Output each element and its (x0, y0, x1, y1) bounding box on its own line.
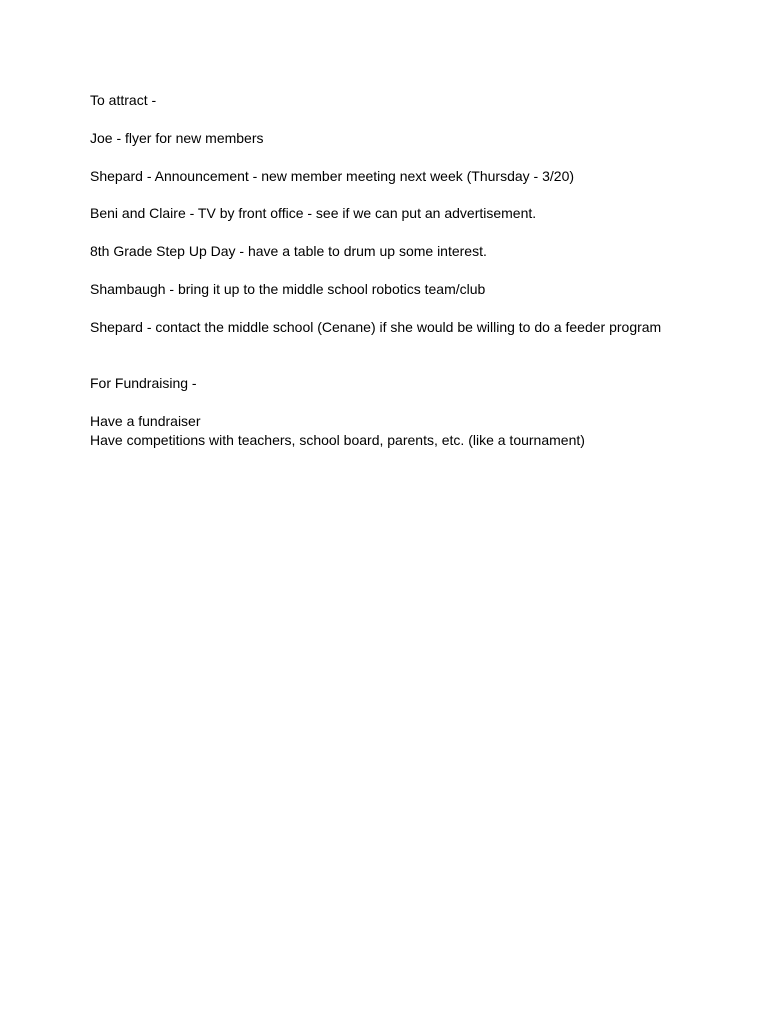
fundraising-item-fundraiser: Have a fundraiser (90, 413, 201, 429)
attract-item-shambaugh: Shambaugh - bring it up to the middle school robotics team/club (90, 281, 486, 297)
attract-heading: To attract - (90, 92, 157, 108)
attract-item-shepard-contact: Shepard - contact the middle school (Cenane) if she would be willing to do a feeder program (90, 319, 662, 335)
attract-item-shepard-announcement: Shepard - Announcement - new member meeting next week (Thursday - 3/20) (90, 168, 575, 184)
fundraising-item-competitions: Have competitions with teachers, school board, parents, etc. (like a tournament) (90, 432, 585, 448)
attract-item-step-up-day: 8th Grade Step Up Day - have a table to drum up some interest. (90, 243, 487, 259)
attract-item-beni-claire: Beni and Claire - TV by front office - see if we can put an advertisement. (90, 205, 537, 221)
fundraising-heading: For Fundraising - (90, 375, 197, 391)
attract-item-joe: Joe - flyer for new members (90, 130, 264, 146)
